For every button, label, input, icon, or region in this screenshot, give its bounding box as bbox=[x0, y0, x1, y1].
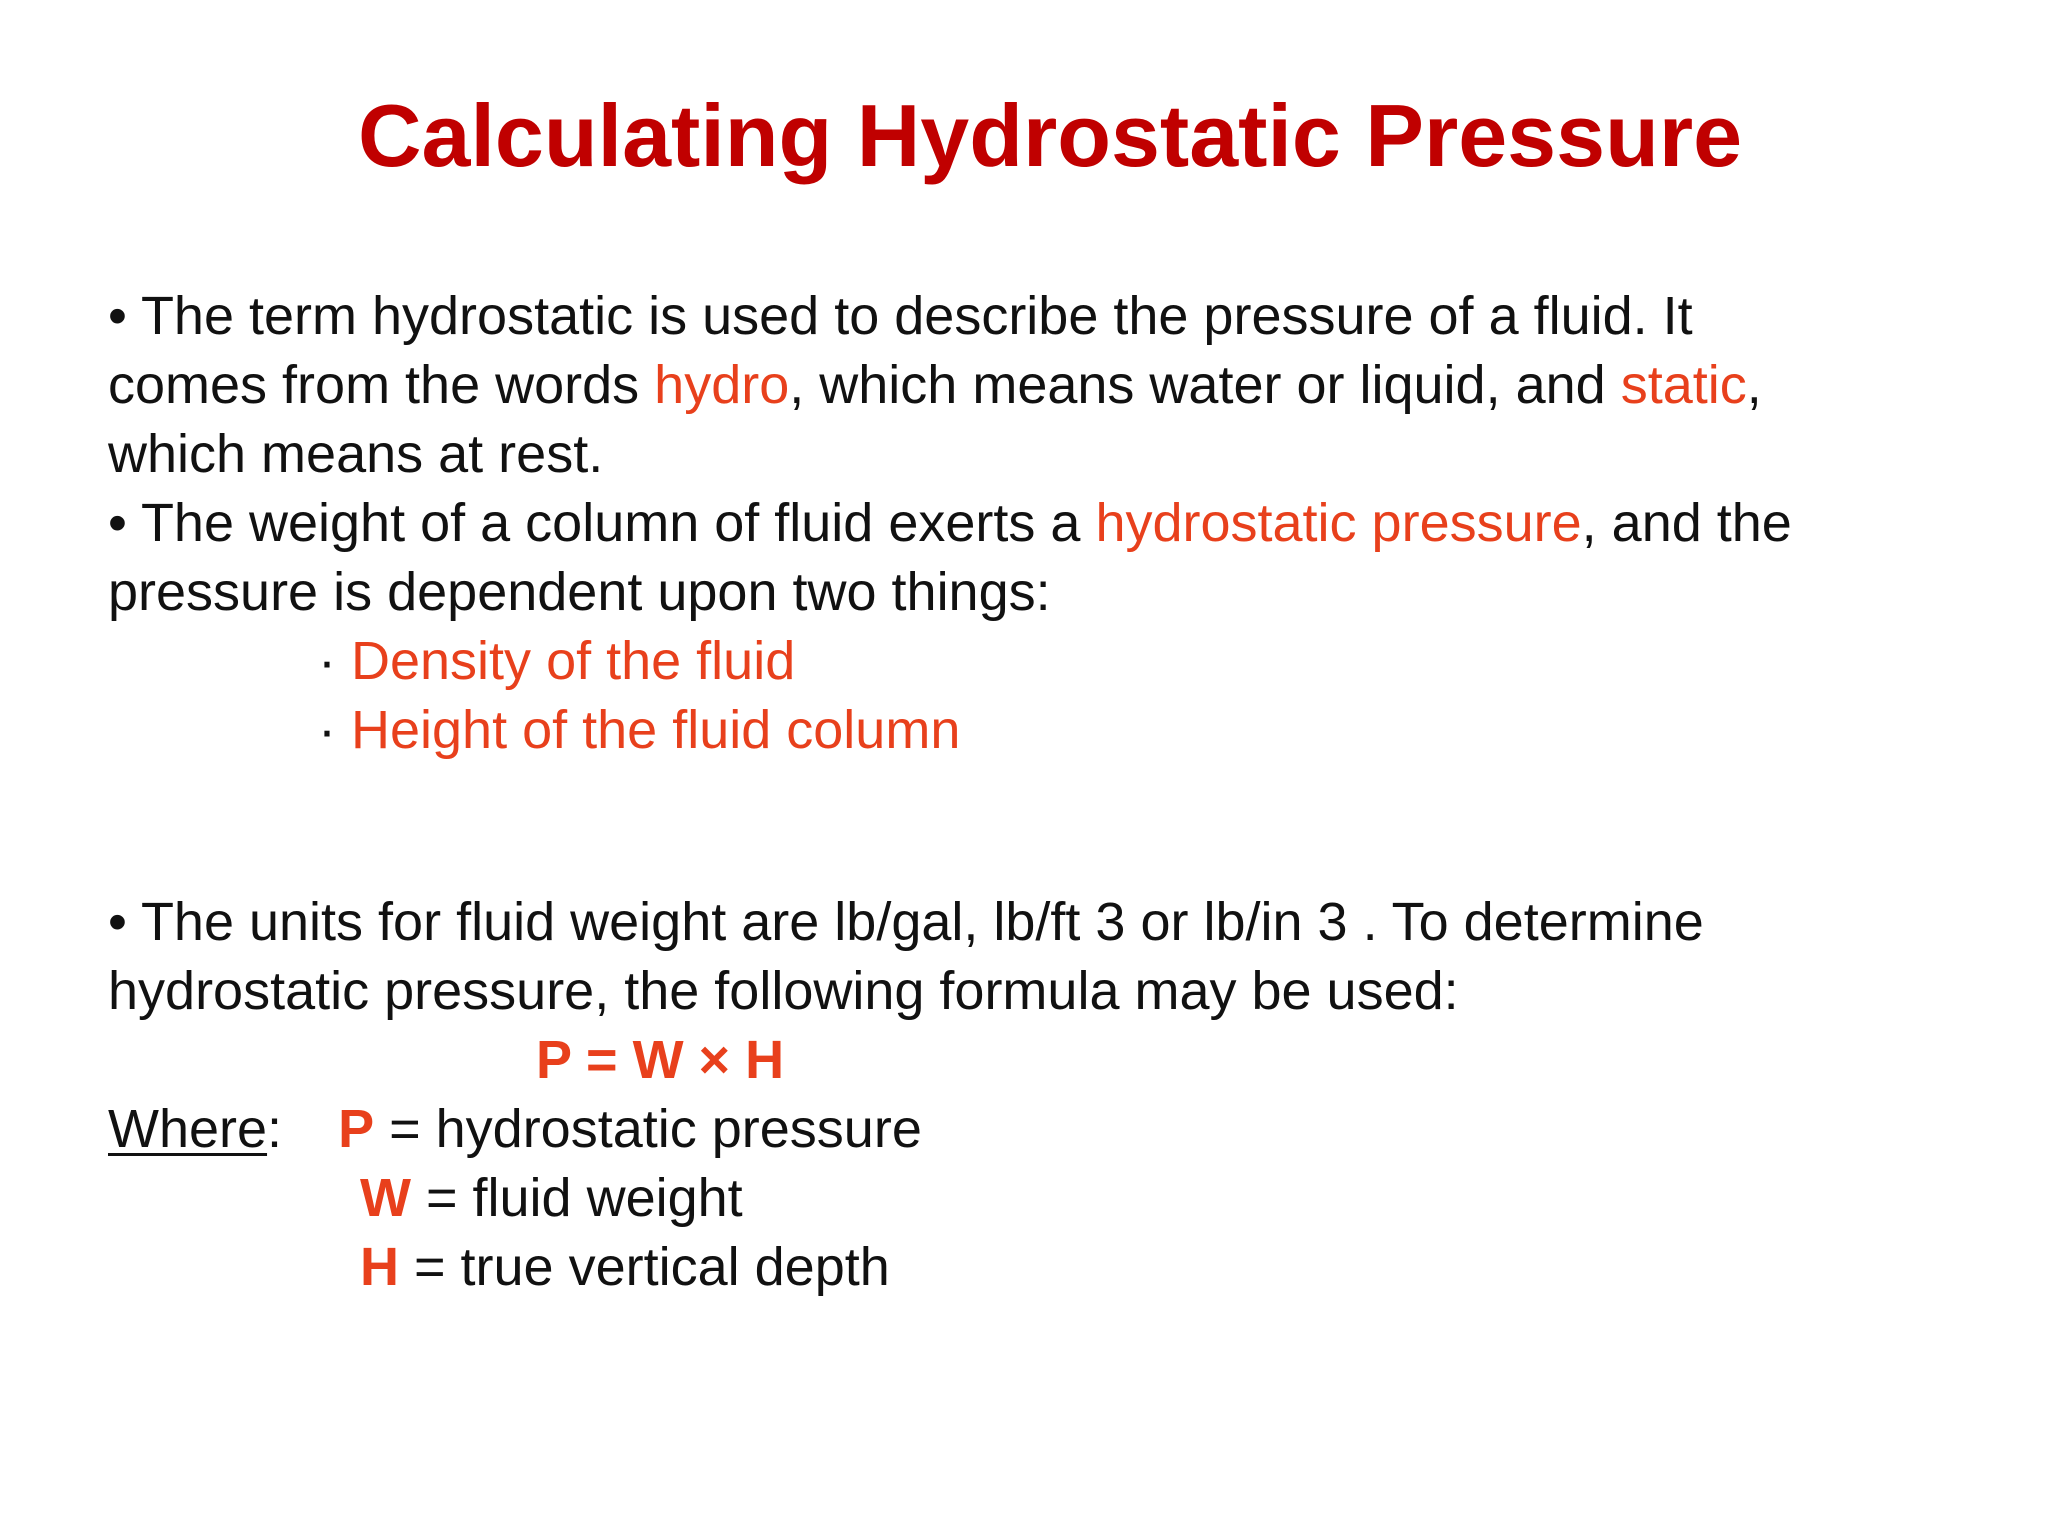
slide-title: Calculating Hydrostatic Pressure bbox=[357, 86, 1743, 185]
sub-item-height: · Height of the fluid column bbox=[318, 700, 961, 760]
sub-bullet: · bbox=[318, 631, 336, 691]
paragraph1-line3: which means at rest. bbox=[108, 424, 604, 484]
definition-w: W = fluid weight bbox=[360, 1168, 743, 1228]
paragraph2-line2: pressure is dependent upon two things: bbox=[108, 562, 1051, 622]
term-static: static bbox=[1620, 355, 1747, 415]
definition-p: Where: P = hydrostatic pressure bbox=[108, 1099, 922, 1159]
content-block-2 bbox=[108, 888, 1988, 1302]
paragraph2-line1: • The weight of a column of fluid exerts a hydrostatic pressure, and the bbox=[108, 493, 1792, 553]
paragraph1-line1: • The term hydrostatic is used to describe the pressure of a fluid. It bbox=[108, 286, 1693, 346]
bullet: • bbox=[108, 892, 127, 952]
term-hydro: hydro bbox=[654, 355, 790, 415]
definition-h: H = true vertical depth bbox=[360, 1237, 890, 1297]
sub-item-density: · Density of the fluid bbox=[318, 631, 796, 691]
bullet: • bbox=[108, 493, 127, 553]
bullet: • bbox=[108, 286, 127, 346]
sub-bullet: · bbox=[318, 700, 336, 760]
paragraph3-line2: hydrostatic pressure, the following formula may be used: bbox=[108, 961, 1459, 1021]
formula: P = W × H bbox=[536, 1030, 785, 1090]
where-label: Where bbox=[108, 1099, 268, 1159]
content-block-1 bbox=[108, 282, 1988, 765]
term-hydrostatic-pressure: hydrostatic pressure bbox=[1095, 493, 1582, 553]
paragraph3-line1: • The units for fluid weight are lb/gal, lb/ft 3 or lb/in 3 . To determine bbox=[108, 892, 1704, 952]
paragraph1-line2: comes from the words hydro, which means water or liquid, and static, bbox=[108, 355, 1762, 415]
